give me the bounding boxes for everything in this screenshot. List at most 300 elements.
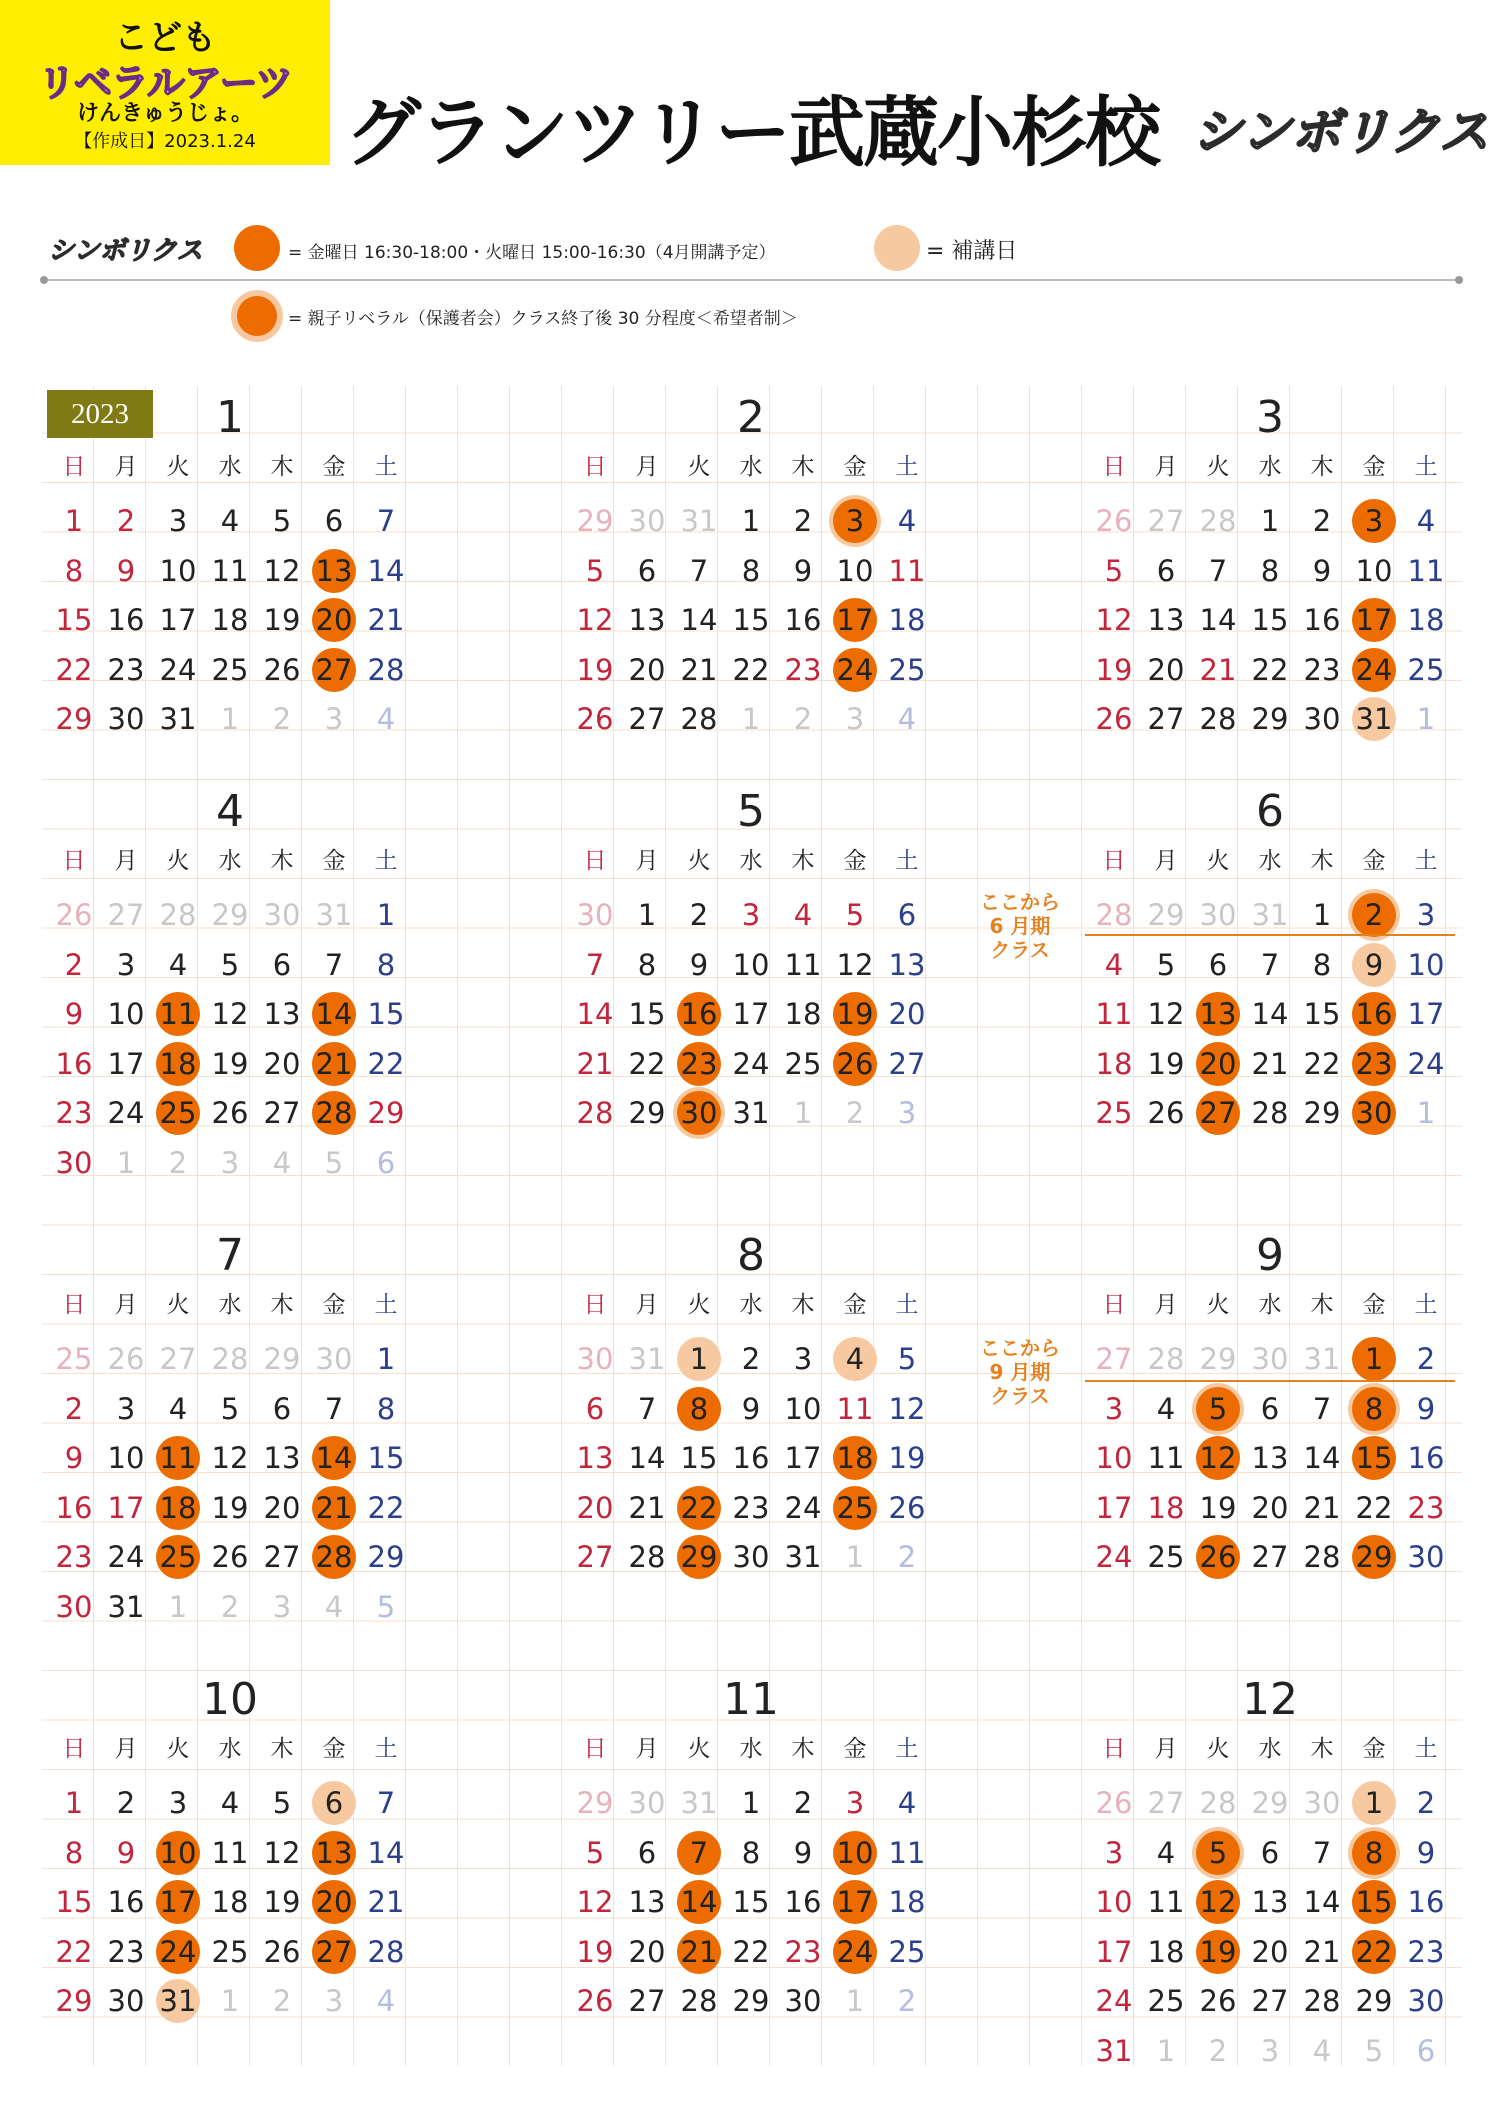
- day-number: 4: [1416, 504, 1436, 538]
- calendar-day: [881, 1778, 933, 1828]
- weekday-header: 木: [791, 848, 815, 874]
- calendar-day: [256, 645, 308, 695]
- calendar-day: [256, 1483, 308, 1533]
- day-number: 26: [1095, 1786, 1133, 1820]
- calendar-day: [360, 496, 412, 546]
- calendar-day: [1244, 1039, 1296, 1089]
- calendar-day: [881, 1433, 933, 1483]
- day-number: 12: [888, 1391, 926, 1426]
- calendar-day: [1192, 1976, 1244, 2026]
- day-number: 6: [1156, 553, 1176, 588]
- calendar-day: [881, 940, 933, 990]
- calendar-day: [777, 694, 829, 744]
- calendar-day: [777, 989, 829, 1039]
- day-number: 29: [55, 1984, 93, 2018]
- calendar-day: [1140, 1877, 1192, 1927]
- calendar-day: [204, 694, 256, 744]
- calendar-day: [777, 1828, 829, 1878]
- calendar-day: [204, 1039, 256, 1089]
- calendar-day: [725, 1088, 777, 1138]
- day-number: 30: [55, 1589, 93, 1624]
- calendar-day: [829, 1384, 881, 1434]
- day-number: 3: [845, 504, 865, 538]
- day-number: 10: [1095, 1441, 1133, 1475]
- day-number: 20: [576, 1490, 614, 1525]
- calendar-day: [1192, 645, 1244, 695]
- day-number: 2: [1416, 1342, 1436, 1376]
- weekday-header: 木: [270, 1292, 294, 1318]
- weekday-header: 木: [1310, 848, 1334, 874]
- calendar-day: [1348, 1877, 1400, 1927]
- day-number: 8: [1260, 553, 1280, 588]
- day-number: 19: [1147, 1046, 1185, 1081]
- day-number: 21: [367, 603, 405, 637]
- calendar-day: [360, 1828, 412, 1878]
- weekday-header: 日: [1102, 1292, 1126, 1318]
- calendar-day: [360, 989, 412, 1039]
- calendar-day: [204, 1433, 256, 1483]
- day-number: 26: [211, 1540, 249, 1574]
- calendar-day: [152, 1976, 204, 2026]
- day-number: 9: [1416, 1835, 1436, 1870]
- calendar-day: [256, 940, 308, 990]
- month-number: 4: [216, 786, 244, 837]
- day-number: 14: [367, 553, 405, 588]
- day-number: 6: [272, 1391, 292, 1426]
- day-number: 19: [836, 997, 874, 1031]
- september-term-marker: ここから 9 月期 クラス: [980, 1336, 1060, 1408]
- day-number: 14: [315, 997, 353, 1031]
- day-number: 25: [159, 1096, 197, 1130]
- day-number: 1: [116, 1145, 136, 1180]
- day-number: 7: [637, 1391, 657, 1426]
- day-number: 28: [1147, 1342, 1185, 1376]
- brand-logo: [0, 0, 330, 165]
- calendar-day: [829, 1039, 881, 1089]
- weekday-header: 木: [270, 454, 294, 480]
- day-number: 4: [1312, 2033, 1332, 2068]
- calendar-day: [1400, 890, 1452, 940]
- day-number: 23: [1407, 1934, 1445, 1969]
- day-number: 17: [159, 1885, 197, 1919]
- day-number: 20: [315, 1885, 353, 1919]
- day-number: 1: [1156, 2033, 1176, 2068]
- day-number: 13: [888, 947, 926, 982]
- day-number: 20: [1251, 1934, 1289, 1969]
- day-number: 5: [272, 504, 292, 538]
- legend-parent-text: = 親子リベラル（保護者会）クラス終了後 30 分程度＜希望者制＞: [288, 309, 798, 329]
- calendar-day: [725, 1778, 777, 1828]
- day-number: 30: [1303, 1786, 1341, 1820]
- day-number: 10: [836, 553, 874, 588]
- calendar-day: [48, 546, 100, 596]
- day-number: 28: [367, 652, 405, 687]
- day-number: 21: [680, 652, 718, 687]
- day-number: 27: [576, 1540, 614, 1574]
- day-number: 23: [732, 1490, 770, 1525]
- day-number: 12: [263, 553, 301, 588]
- calendar-day: [1348, 890, 1400, 940]
- calendar-day: [48, 1334, 100, 1384]
- weekday-header: 水: [1258, 454, 1282, 480]
- day-number: 19: [1199, 1490, 1237, 1525]
- day-number: 3: [845, 702, 865, 736]
- day-number: 22: [732, 1934, 770, 1969]
- day-number: 30: [1407, 1540, 1445, 1574]
- legend-regular-text: = 金曜日 16:30-18:00・火曜日 15:00-16:30（4月開講予定）: [288, 243, 776, 263]
- day-number: 29: [367, 1096, 405, 1130]
- weekday-header: 水: [1258, 848, 1282, 874]
- calendar-day: [673, 989, 725, 1039]
- calendar-day: [881, 1532, 933, 1582]
- calendar-day: [881, 1384, 933, 1434]
- day-number: 17: [1355, 603, 1393, 637]
- weekday-header: 日: [62, 1292, 86, 1318]
- calendar-day: [621, 1334, 673, 1384]
- day-number: 4: [220, 504, 240, 538]
- weekday-header: 火: [1206, 1736, 1230, 1762]
- day-number: 6: [637, 553, 657, 588]
- day-number: 4: [1104, 947, 1124, 982]
- day-number: 29: [1147, 898, 1185, 932]
- weekday-header: 月: [114, 1292, 138, 1318]
- calendar-day: [673, 1976, 725, 2026]
- day-number: 30: [1303, 702, 1341, 736]
- calendar-day: [1140, 1039, 1192, 1089]
- calendar-day: [1348, 2026, 1400, 2076]
- calendar-day: [621, 1532, 673, 1582]
- calendar-day: [1140, 940, 1192, 990]
- day-number: 12: [1095, 603, 1133, 637]
- legend-parent-dot-inner: [237, 296, 277, 336]
- calendar-day: [881, 645, 933, 695]
- day-number: 20: [263, 1490, 301, 1525]
- weekday-header: 水: [739, 454, 763, 480]
- calendar-day: [308, 1039, 360, 1089]
- day-number: 9: [793, 1835, 813, 1870]
- day-number: 4: [897, 702, 917, 736]
- month-number: 3: [1256, 392, 1284, 443]
- day-number: 21: [680, 1934, 718, 1969]
- calendar-day: [1296, 1877, 1348, 1927]
- weekday-header: 金: [843, 1292, 867, 1318]
- calendar-day: [48, 694, 100, 744]
- calendar-day: [204, 1828, 256, 1878]
- day-number: 1: [376, 1342, 396, 1376]
- month-number: 8: [737, 1230, 765, 1281]
- calendar-day: [569, 694, 621, 744]
- day-number: 10: [1355, 553, 1393, 588]
- day-number: 12: [836, 947, 874, 982]
- day-number: 28: [315, 1096, 353, 1130]
- day-number: 2: [845, 1096, 865, 1130]
- calendar-day: [360, 1433, 412, 1483]
- day-number: 18: [1095, 1046, 1133, 1081]
- legend-divider: [44, 279, 1459, 281]
- calendar-day: [100, 694, 152, 744]
- day-number: 16: [107, 1885, 145, 1919]
- calendar-day: [673, 1384, 725, 1434]
- calendar-day: [256, 1384, 308, 1434]
- day-number: 2: [1208, 2033, 1228, 2068]
- day-number: 9: [116, 1835, 136, 1870]
- weekday-header: 土: [895, 1736, 919, 1762]
- calendar-day: [829, 890, 881, 940]
- calendar-day: [360, 940, 412, 990]
- day-number: 28: [315, 1540, 353, 1574]
- calendar-day: [1348, 1828, 1400, 1878]
- weekday-header: 火: [1206, 454, 1230, 480]
- calendar-day: [204, 595, 256, 645]
- day-number: 13: [315, 1835, 353, 1870]
- day-number: 12: [211, 997, 249, 1031]
- calendar-day: [204, 1532, 256, 1582]
- day-number: 4: [1156, 1835, 1176, 1870]
- day-number: 3: [793, 1342, 813, 1376]
- day-number: 8: [637, 947, 657, 982]
- day-number: 5: [845, 898, 865, 932]
- day-number: 29: [1199, 1342, 1237, 1376]
- day-number: 1: [741, 702, 761, 736]
- calendar-day: [48, 890, 100, 940]
- weekday-header: 木: [270, 848, 294, 874]
- day-number: 3: [220, 1145, 240, 1180]
- calendar-day: [1348, 1532, 1400, 1582]
- calendar-day: [1140, 1483, 1192, 1533]
- weekday-header: 水: [218, 848, 242, 874]
- calendar-day: [308, 1927, 360, 1977]
- calendar-day: [256, 1039, 308, 1089]
- day-number: 4: [272, 1145, 292, 1180]
- day-number: 4: [168, 1391, 188, 1426]
- day-number: 30: [732, 1540, 770, 1574]
- day-number: 24: [107, 1096, 145, 1130]
- day-number: 16: [1407, 1441, 1445, 1475]
- day-number: 22: [367, 1046, 405, 1081]
- calendar-day: [1192, 595, 1244, 645]
- weekday-header: 火: [1206, 1292, 1230, 1318]
- logo-line-2: リベラルアーツ: [37, 61, 293, 105]
- day-number: 23: [1355, 1046, 1393, 1081]
- day-number: 21: [367, 1885, 405, 1919]
- day-number: 13: [628, 1885, 666, 1919]
- day-number: 31: [107, 1589, 145, 1624]
- day-number: 24: [836, 1934, 874, 1969]
- day-number: 19: [576, 652, 614, 687]
- calendar-day: [621, 595, 673, 645]
- calendar-day: [777, 1877, 829, 1927]
- day-number: 9: [1364, 947, 1384, 982]
- day-number: 4: [168, 947, 188, 982]
- calendar-day: [100, 496, 152, 546]
- calendar-day: [1244, 1877, 1296, 1927]
- logo-created-date: 【作成日】2023.1.24: [74, 131, 256, 152]
- day-number: 20: [1199, 1046, 1237, 1081]
- calendar-day: [360, 1088, 412, 1138]
- calendar-day: [308, 940, 360, 990]
- calendar-day: [881, 1039, 933, 1089]
- calendar-day: [777, 645, 829, 695]
- calendar-day: [1348, 546, 1400, 596]
- calendar-day: [1192, 1384, 1244, 1434]
- calendar-day: [152, 546, 204, 596]
- calendar-day: [1192, 1483, 1244, 1533]
- day-number: 14: [1199, 603, 1237, 637]
- day-number: 12: [263, 1835, 301, 1870]
- calendar-day: [308, 1384, 360, 1434]
- calendar-day: [829, 1334, 881, 1384]
- calendar-day: [1348, 645, 1400, 695]
- day-number: 16: [1407, 1885, 1445, 1919]
- day-number: 31: [1303, 1342, 1341, 1376]
- calendar-day: [829, 694, 881, 744]
- weekday-header: 木: [791, 1292, 815, 1318]
- day-number: 5: [220, 947, 240, 982]
- day-number: 6: [324, 1786, 344, 1820]
- day-number: 22: [680, 1490, 718, 1525]
- day-number: 1: [689, 1342, 709, 1376]
- calendar-day: [881, 546, 933, 596]
- calendar-day: [1192, 989, 1244, 1039]
- weekday-header: 火: [1206, 848, 1230, 874]
- calendar-day: [48, 1039, 100, 1089]
- calendar-day: [1088, 1483, 1140, 1533]
- weekday-header: 日: [1102, 454, 1126, 480]
- calendar-day: [829, 645, 881, 695]
- calendar-day: [1348, 1976, 1400, 2026]
- calendar-day: [621, 1088, 673, 1138]
- day-number: 19: [576, 1934, 614, 1969]
- weekday-header: 火: [687, 848, 711, 874]
- day-number: 21: [1303, 1490, 1341, 1525]
- day-number: 3: [1104, 1835, 1124, 1870]
- weekday-header: 月: [635, 1736, 659, 1762]
- calendar-day: [1296, 1483, 1348, 1533]
- day-number: 4: [220, 1786, 240, 1820]
- day-number: 2: [793, 504, 813, 538]
- day-number: 25: [1147, 1984, 1185, 2018]
- day-number: 1: [845, 1984, 865, 2018]
- weekday-header: 金: [322, 1292, 346, 1318]
- day-number: 7: [324, 1391, 344, 1426]
- calendar-day: [100, 1532, 152, 1582]
- day-number: 21: [315, 1490, 353, 1525]
- calendar-day: [1088, 1828, 1140, 1878]
- calendar-day: [569, 989, 621, 1039]
- calendar-day: [1296, 1088, 1348, 1138]
- calendar-day: [100, 1927, 152, 1977]
- day-number: 25: [888, 652, 926, 687]
- day-number: 25: [1095, 1096, 1133, 1130]
- weekday-header: 火: [687, 1736, 711, 1762]
- calendar-day: [569, 1877, 621, 1927]
- day-number: 27: [888, 1046, 926, 1081]
- day-number: 13: [1251, 1441, 1289, 1475]
- calendar-day: [256, 1976, 308, 2026]
- day-number: 8: [1312, 947, 1332, 982]
- calendar-day: [100, 1433, 152, 1483]
- day-number: 14: [1303, 1441, 1341, 1475]
- day-number: 5: [220, 1391, 240, 1426]
- calendar-day: [829, 1778, 881, 1828]
- day-number: 29: [1355, 1984, 1393, 2018]
- day-number: 29: [211, 898, 249, 932]
- day-number: 18: [836, 1441, 874, 1475]
- day-number: 25: [1147, 1540, 1185, 1574]
- day-number: 14: [576, 997, 614, 1031]
- calendar-day: [881, 1334, 933, 1384]
- calendar-day: [1088, 1532, 1140, 1582]
- calendar-day: [1088, 1334, 1140, 1384]
- calendar-day: [152, 694, 204, 744]
- day-number: 18: [1147, 1934, 1185, 1969]
- weekday-header: 日: [62, 454, 86, 480]
- calendar-day: [673, 1039, 725, 1089]
- calendar-day: [725, 546, 777, 596]
- day-number: 21: [315, 1046, 353, 1081]
- day-number: 9: [116, 553, 136, 588]
- day-number: 5: [324, 1145, 344, 1180]
- weekday-header: 月: [1154, 1292, 1178, 1318]
- day-number: 5: [272, 1786, 292, 1820]
- day-number: 2: [220, 1589, 240, 1624]
- day-number: 1: [168, 1589, 188, 1624]
- day-number: 31: [315, 898, 353, 932]
- day-number: 10: [1407, 947, 1445, 982]
- calendar-day: [1140, 1927, 1192, 1977]
- calendar-day: [152, 1334, 204, 1384]
- calendar-day: [1244, 1927, 1296, 1977]
- day-number: 1: [220, 702, 240, 736]
- day-number: 10: [159, 1835, 197, 1870]
- day-number: 15: [1355, 1885, 1393, 1919]
- calendar-day: [777, 1532, 829, 1582]
- day-number: 22: [1303, 1046, 1341, 1081]
- day-number: 7: [1312, 1391, 1332, 1426]
- calendar-day: [829, 1976, 881, 2026]
- day-number: 4: [845, 1342, 865, 1376]
- day-number: 30: [315, 1342, 353, 1376]
- day-number: 10: [1095, 1885, 1133, 1919]
- day-number: 7: [1260, 947, 1280, 982]
- calendar-day: [100, 1976, 152, 2026]
- september-term-line: [1085, 1380, 1455, 1382]
- calendar-day: [881, 890, 933, 940]
- calendar-day: [777, 1039, 829, 1089]
- weekday-header: 土: [374, 848, 398, 874]
- day-number: 8: [1364, 1835, 1384, 1870]
- calendar-day: [1400, 1088, 1452, 1138]
- day-number: 5: [1104, 553, 1124, 588]
- day-number: 11: [784, 947, 822, 982]
- day-number: 18: [211, 603, 249, 637]
- calendar-day: [204, 1927, 256, 1977]
- month-number: 9: [1256, 1230, 1284, 1281]
- day-number: 7: [376, 1786, 396, 1820]
- calendar-day: [1296, 1433, 1348, 1483]
- day-number: 18: [159, 1490, 197, 1525]
- day-number: 4: [897, 504, 917, 538]
- day-number: 1: [64, 504, 84, 538]
- calendar-day: [1140, 1088, 1192, 1138]
- calendar-day: [308, 694, 360, 744]
- calendar-day: [621, 1433, 673, 1483]
- day-number: 15: [1355, 1441, 1393, 1475]
- calendar-day: [621, 1483, 673, 1533]
- day-number: 25: [211, 652, 249, 687]
- day-number: 16: [784, 1885, 822, 1919]
- calendar-day: [673, 546, 725, 596]
